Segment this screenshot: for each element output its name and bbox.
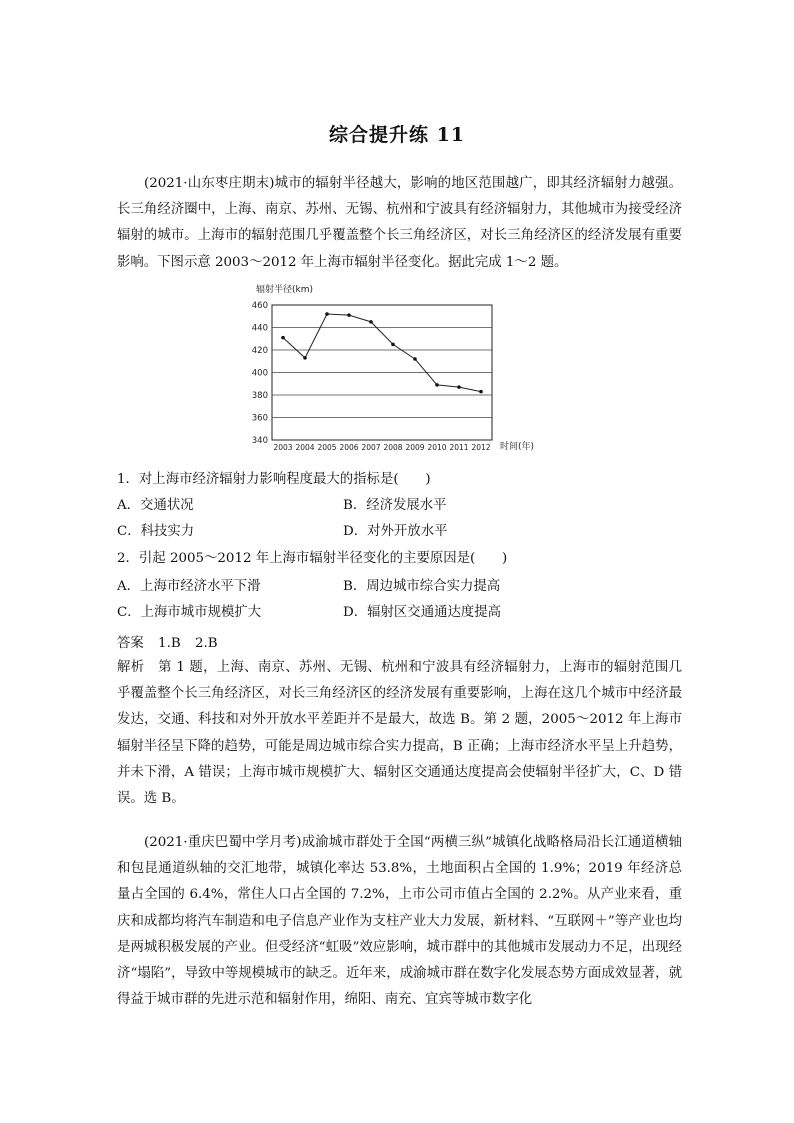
- chart-y-tick-label: 420: [251, 346, 268, 356]
- q2-option-c: C．上海市城市规模扩大: [117, 605, 262, 620]
- answer-2: 2.B: [194, 636, 218, 651]
- chart-x-tick-label: 2005: [317, 443, 337, 452]
- chart-x-tick-label: 2009: [405, 443, 425, 452]
- chart-data-point: [479, 390, 483, 394]
- chart-y-tick-label: 400: [251, 368, 268, 379]
- chart-data-point: [369, 320, 373, 324]
- answer-1: 1.B: [158, 636, 181, 651]
- chart-series-line: [283, 314, 481, 392]
- question-1-stem: 1．对上海市经济辐射力影响程度最大的指标是( ): [117, 472, 431, 487]
- chart-x-tick-label: 2004: [295, 443, 315, 452]
- chart-x-axis-label: 时间(年): [500, 442, 535, 452]
- chart-x-tick-label: 2006: [339, 443, 359, 452]
- q1-option-a: A．交通状况: [117, 498, 194, 513]
- chart-y-tick-label: 340: [251, 436, 268, 446]
- q2-option-d: D．辐射区交通通达度提高: [343, 605, 502, 620]
- passage-1: (2021·山东枣庄期末)城市的辐射半径越大，影响的地区范围越广，即其经济辐射力越强。长三角经济圈中，上海、南京、苏州、无锡、杭州和宁波具有经济辐射力，其他城市为接受经济辐射的城市。上海市的辐射范围几乎覆盖整个长三角经济区，对长三角经济区的经济发展有重要影响。下图示意 2003～2012 年上海市辐射半径变化。据此完成 1～2 题。: [117, 176, 682, 270]
- chart-x-tick-label: 2008: [383, 443, 403, 452]
- chart-y-tick-label: 360: [251, 413, 268, 424]
- chart-y-axis-label: 辐射半径(km): [256, 285, 314, 295]
- question-2-stem: 2．引起 2005～2012 年上海市辐射半径变化的主要原因是( ): [117, 551, 508, 566]
- q1-option-c: C．科技实力: [117, 524, 195, 539]
- chart-data-point: [413, 357, 417, 361]
- chart-data-point: [391, 343, 395, 347]
- analysis-text: 解析 第 1 题，上海、南京、苏州、无锡、杭州和宁波具有经济辐射力，上海市的辐射范围几乎覆盖整个长三角经济区，对长三角经济区的经济发展有重要影响，上海在这几个城市中经济最发达，交通、科技和对外开放水平差距并不是最大，故选 B。第 2 题，2005～2012 年上海市辐射半径呈下降的趋势，可能是周边城市综合实力提高，B 正确；上海市经济水平呈上升趋势，并未下滑，A 错误；上海市城市规模扩大、辐射区交通通达度提高会使辐射半径扩大，C、D 错误。选 B。: [117, 660, 682, 807]
- q2-option-b: B．周边城市综合实力提高: [343, 579, 501, 594]
- chart-data-point: [303, 356, 307, 360]
- chart-x-tick-label: 2011: [449, 443, 469, 452]
- chart-x-tick-label: 2007: [361, 443, 381, 452]
- page-title: 综合提升练 11: [328, 124, 466, 146]
- q1-option-b: B．经济发展水平: [343, 498, 447, 513]
- chart-data-point: [347, 313, 351, 317]
- chart-x-tick-label: 2010: [427, 443, 447, 452]
- passage-2: (2021·重庆巴蜀中学月考)成渝城市群处于全国“两横三纵”城镇化战略格局沿长江通道横轴和包昆通道纵轴的交汇地带，城镇化率达 53.8%，土地面积占全国的 1.9%；2019 年经济总量占全国的 6.4%，常住人口占全国的 7.2%，上市公司市值占全国的 2.2%。从产业来看，重庆和成都均将汽车制造和电子信息产业作为支柱产业大力发展，新材料、“互联网＋”等产业也均是两城积极发展的产业。但受经济“虹吸”效应影响，城市群中的其他城市发展动力不足，出现经济“塌陷”，导致中等规模城市的缺乏。近年来，成渝城市群在数字化发展态势方面成效显著，就得益于城市群的先进示范和辐射作用，绵阳、南充、宜宾等城市数字化: [117, 835, 682, 1008]
- chart-x-tick-label: 2003: [273, 443, 293, 452]
- chart-data-point: [281, 336, 285, 340]
- chart-data-point: [435, 383, 439, 387]
- radius-chart: [238, 279, 538, 459]
- q1-option-d: D．对外开放水平: [343, 524, 448, 539]
- chart-y-tick-label: 440: [251, 323, 268, 334]
- answer-line: [117, 632, 228, 651]
- q2-option-a: A．上海市经济水平下滑: [117, 579, 261, 594]
- chart-x-tick-label: 2012: [471, 443, 491, 452]
- chart-y-tick-label: 380: [251, 391, 268, 401]
- chart-data-point: [325, 312, 329, 316]
- chart-svg: [238, 279, 538, 459]
- chart-y-tick-label: 460: [251, 301, 268, 311]
- answer-label: 答案: [117, 636, 144, 651]
- chart-data-point: [457, 385, 461, 389]
